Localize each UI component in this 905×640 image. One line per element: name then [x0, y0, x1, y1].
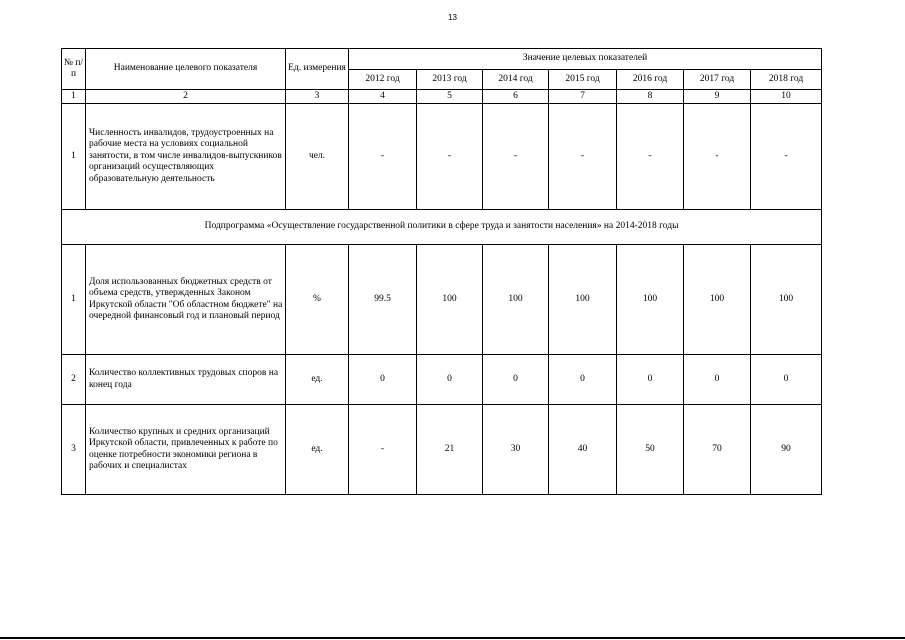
- header-name: Наименование целевого показателя: [86, 49, 286, 90]
- indicator-unit: ед.: [286, 405, 349, 495]
- table-row: [62, 405, 822, 495]
- value-2012: 99.5: [349, 245, 417, 355]
- value-2015: -: [549, 104, 617, 210]
- subprogram-row: [62, 210, 822, 245]
- value-2018: 0: [751, 355, 822, 405]
- value-2016: -: [617, 104, 684, 210]
- indicator-unit: чел.: [286, 104, 349, 210]
- column-number: 3: [286, 90, 349, 104]
- indicator-name: Доля использованных бюджетных средств от объема средств, утвержденных Законом Иркутской области "Об областном бюджете" на очередной финансовый год и плановый период: [86, 245, 286, 355]
- year-2018: 2018 год: [751, 70, 822, 90]
- value-2015: 100: [549, 245, 617, 355]
- value-2014: 30: [483, 405, 549, 495]
- indicator-name: Количество коллективных трудовых споров на конец года: [86, 355, 286, 405]
- header-num: № п/п: [62, 49, 86, 90]
- value-2018: 100: [751, 245, 822, 355]
- year-2012: 2012 год: [349, 70, 417, 90]
- value-2015: 40: [549, 405, 617, 495]
- value-2015: 0: [549, 355, 617, 405]
- indicator-unit: ед.: [286, 355, 349, 405]
- indicator-unit: %: [286, 245, 349, 355]
- scan-edge-line: [0, 637, 905, 639]
- value-2018: -: [751, 104, 822, 210]
- value-2016: 50: [617, 405, 684, 495]
- value-2017: 0: [684, 355, 751, 405]
- value-2013: -: [417, 104, 483, 210]
- value-2012: -: [349, 405, 417, 495]
- value-2013: 21: [417, 405, 483, 495]
- year-2016: 2016 год: [617, 70, 684, 90]
- value-2013: 100: [417, 245, 483, 355]
- indicator-name: Численность инвалидов, трудоустроенных на рабочие места на условиях социальной занятости, в том числе инвалидов-выпускников организаций осуществляющих образовательную деятельность: [86, 104, 286, 210]
- table-row: [62, 104, 822, 210]
- indicators-table: [61, 48, 822, 495]
- value-2016: 100: [617, 245, 684, 355]
- value-2013: 0: [417, 355, 483, 405]
- value-2012: -: [349, 104, 417, 210]
- value-2018: 90: [751, 405, 822, 495]
- year-2015: 2015 год: [549, 70, 617, 90]
- year-2014: 2014 год: [483, 70, 549, 90]
- row-number: 3: [62, 405, 86, 495]
- column-number: 9: [684, 90, 751, 104]
- value-2014: -: [483, 104, 549, 210]
- column-number: 1: [62, 90, 86, 104]
- value-2017: 70: [684, 405, 751, 495]
- value-2016: 0: [617, 355, 684, 405]
- row-number: 1: [62, 104, 86, 210]
- column-number: 5: [417, 90, 483, 104]
- value-2017: 100: [684, 245, 751, 355]
- table-row: [62, 355, 822, 405]
- column-numbers-row: [62, 90, 822, 104]
- value-2017: -: [684, 104, 751, 210]
- row-number: 2: [62, 355, 86, 405]
- row-number: 1: [62, 245, 86, 355]
- value-2012: 0: [349, 355, 417, 405]
- column-number: 6: [483, 90, 549, 104]
- value-2014: 0: [483, 355, 549, 405]
- header-values-group: Значение целевых показателей: [349, 49, 822, 70]
- header-row-1: [62, 49, 822, 70]
- column-number: 7: [549, 90, 617, 104]
- table-row: [62, 245, 822, 355]
- column-number: 10: [751, 90, 822, 104]
- header-unit: Ед. измерения: [286, 49, 349, 90]
- subprogram-title: Подпрограмма «Осуществление государственной политики в сфере труда и занятости населения» на 2014-2018 годы: [62, 210, 822, 245]
- column-number: 4: [349, 90, 417, 104]
- column-number: 2: [86, 90, 286, 104]
- column-number: 8: [617, 90, 684, 104]
- year-2017: 2017 год: [684, 70, 751, 90]
- page-number: 13: [448, 13, 457, 22]
- indicator-name: Количество крупных и средних организаций Иркутской области, привлеченных к работе по оценке потребности экономики региона в рабочих и специалистах: [86, 405, 286, 495]
- year-2013: 2013 год: [417, 70, 483, 90]
- value-2014: 100: [483, 245, 549, 355]
